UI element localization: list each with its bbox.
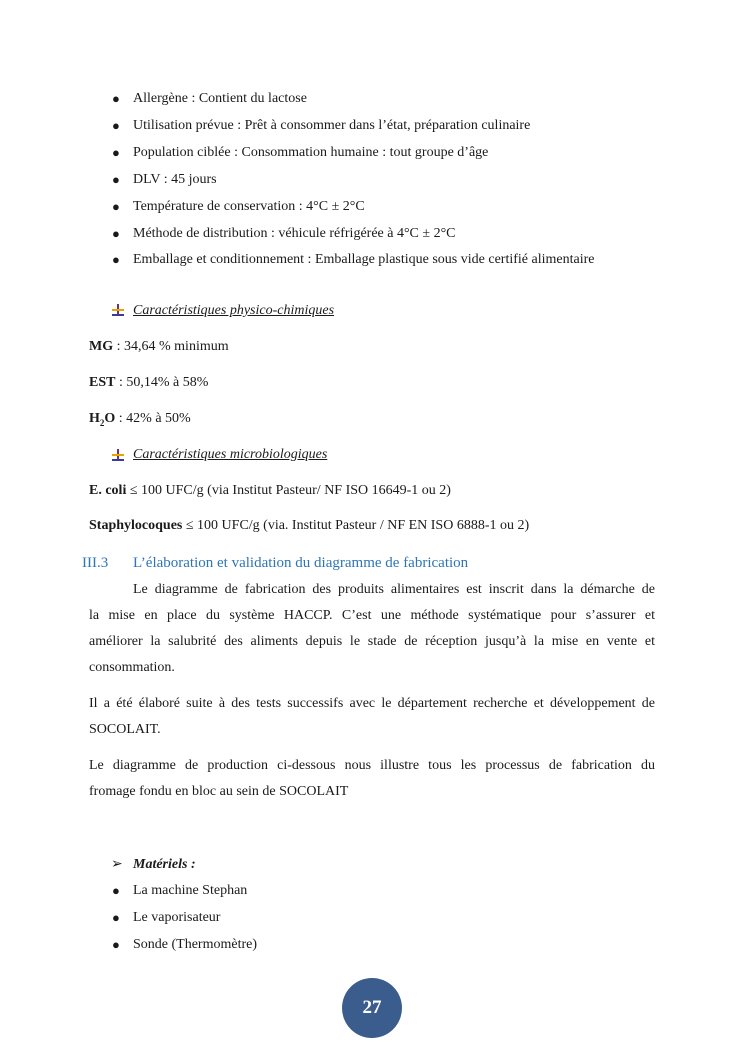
bullet-icon: ● — [112, 883, 120, 898]
list-item: Méthode de distribution : véhicule réfrigérée à 4°C ± 2°C — [133, 226, 456, 241]
staph-label: Staphylocoques — [89, 518, 183, 533]
ecoli-label: E. coli — [89, 483, 127, 498]
bullet-icon: ● — [112, 226, 120, 241]
page-number-badge: 27 — [342, 978, 402, 1038]
paragraph-line: Il a été élaboré suite à des tests successifs avec le département recherche et développement de — [89, 696, 655, 711]
paragraph-line: fromage fondu en bloc au sein de SOCOLAIT — [89, 784, 349, 799]
mg-line — [89, 339, 229, 355]
bullet-icon: ● — [112, 937, 120, 952]
paragraph-line: améliorer la salubrité des aliments depuis le stade de réception jusqu’à la mise en vente et — [89, 634, 655, 649]
list-item: Allergène : Contient du lactose — [133, 91, 307, 106]
mg-value: : 34,64 % minimum — [113, 339, 229, 354]
est-line — [89, 375, 208, 391]
list-item: Population ciblée : Consommation humaine : tout groupe d’âge — [133, 145, 489, 160]
plus-bullet-icon — [112, 304, 124, 316]
paragraph-line: la mise en place du système HACCP. C’est une méthode systématique pour s’assurer et — [89, 608, 655, 623]
staph-line — [89, 518, 529, 534]
paragraph-line: consommation. — [89, 660, 175, 675]
list-item: Sonde (Thermomètre) — [133, 937, 258, 952]
plus-bullet-icon — [112, 449, 124, 461]
bullet-icon: ● — [112, 199, 120, 214]
arrow-bullet-icon: ➢ — [111, 857, 123, 872]
bullet-icon: ● — [112, 145, 120, 160]
bullet-icon: ● — [112, 172, 120, 187]
list-item: Utilisation prévue : Prêt à consommer dans l’état, préparation culinaire — [133, 118, 531, 133]
paragraph-line: SOCOLAIT. — [89, 722, 161, 737]
section-title: L’élaboration et validation du diagramme de fabrication — [133, 555, 469, 571]
h2o-value: : 42% à 50% — [115, 411, 191, 426]
materials-title: Matériels : — [133, 857, 196, 872]
bullet-icon: ● — [112, 91, 120, 106]
paragraph-line: Le diagramme de production ci-dessous nous illustre tous les processus de fabrication du — [89, 758, 655, 773]
h2o-label: $H_2O$ — [89, 411, 116, 428]
list-item: Température de conservation : 4°C ± 2°C — [133, 199, 365, 214]
list-item: Emballage et conditionnement : Emballage plastique sous vide certifié alimentaire — [133, 252, 595, 267]
h2o-line — [89, 411, 191, 428]
list-item: La machine Stephan — [133, 883, 248, 898]
section-number: III.3 — [82, 555, 109, 571]
est-value: : 50,14% à 58% — [115, 375, 209, 390]
ecoli-value: ≤ 100 UFC/g (via Institut Pasteur/ NF ISO 16649-1 ou 2) — [126, 483, 451, 498]
ecoli-line — [89, 483, 451, 499]
list-item: DLV : 45 jours — [133, 172, 217, 187]
bullet-icon: ● — [112, 118, 120, 133]
bullet-icon: ● — [112, 252, 120, 267]
staph-value: ≤ 100 UFC/g (via. Institut Pasteur / NF EN ISO 6888-1 ou 2) — [182, 518, 530, 533]
est-label: EST — [89, 375, 116, 390]
bullet-icon: ● — [112, 910, 120, 925]
micro-title: Caractéristiques microbiologiques — [133, 447, 328, 462]
mg-label: MG — [89, 339, 114, 354]
list-item: Le vaporisateur — [133, 910, 221, 925]
physico-title: Caractéristiques physico-chimiques — [133, 303, 335, 318]
paragraph-line: Le diagramme de fabrication des produits alimentaires est inscrit dans la démarche de — [133, 582, 655, 597]
